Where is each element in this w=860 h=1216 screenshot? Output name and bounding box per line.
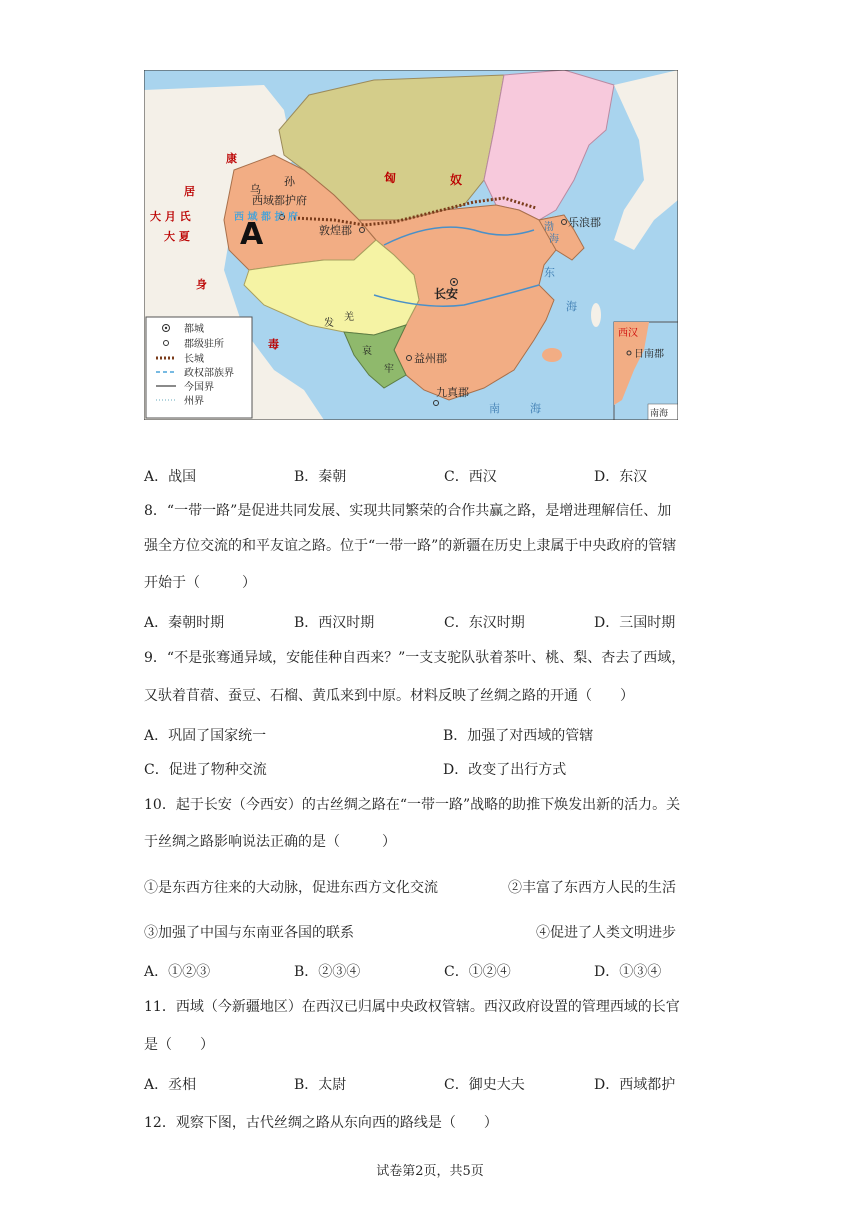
q11-stem-line: 11．西域（今新疆地区）在西汉已归属中央政权管辖。西汉政府设置的管理西域的长官: [144, 999, 680, 1015]
nu-label: 奴: [450, 173, 463, 187]
q8-option-b[interactable]: B．西汉时期: [294, 615, 375, 631]
region-label-a: A: [240, 217, 264, 252]
q10-stem-line: 10．起于长安（今西安）的古丝绸之路在“一带一路”战略的助推下焕发出新的活力。关: [144, 797, 681, 813]
q10-option-a[interactable]: A．①②③: [144, 964, 211, 980]
shen-label: 身: [196, 278, 207, 291]
q10-option-c[interactable]: C．①②④: [444, 964, 511, 980]
dayuezhi-label: 大 月 氏: [150, 210, 191, 223]
q9-stem-line: 又驮着苜蓿、蚕豆、石榴、黄瓜来到中原。材料反映了丝绸之路的开通（ ）: [144, 688, 634, 704]
lao-label: 牢: [384, 364, 394, 375]
legend-label: 州界: [184, 396, 204, 407]
legend-label: 今国界: [184, 382, 214, 393]
legend-label: 郡级驻所: [184, 339, 224, 350]
q10-option-d[interactable]: D．①③④: [594, 964, 662, 980]
qiang-label: 羌: [344, 312, 354, 323]
hai2-label: 海: [566, 300, 577, 313]
q10-item: ②丰富了东西方人民的生活: [508, 880, 676, 896]
q8-stem-line: 强全方位交流的和平友谊之路。位于“一带一路”的新疆在历史上隶属于中央政府的管辖: [144, 538, 677, 554]
inset-title: 西汉: [618, 328, 638, 339]
q10-option-b[interactable]: B．②③④: [294, 964, 361, 980]
yizhou-label: 益州郡: [414, 352, 447, 365]
q7-option-c[interactable]: C．西汉: [444, 469, 497, 485]
ai-label: 哀: [362, 346, 372, 357]
taiwan-island: [591, 303, 601, 327]
changan-label: 长安: [434, 287, 459, 301]
legend-label: 都城: [184, 324, 204, 335]
lelang-label: 乐浪郡: [568, 216, 601, 229]
q11-option-d[interactable]: D．西域都护: [594, 1077, 676, 1093]
xiyu-duhufu-label: 西域都护府: [252, 194, 307, 207]
q8-option-c[interactable]: C．东汉时期: [444, 615, 525, 631]
q8-stem-line: 8．“一带一路”是促进共同发展、实现共同繁荣的合作共赢之路，是增进理解信任、加: [144, 503, 672, 519]
q11-option-a[interactable]: A．丞相: [144, 1077, 197, 1093]
ju-label: 居: [184, 185, 195, 198]
xiyu-region-label: 西 域 都 护 府: [234, 212, 298, 223]
inset-sea-label: 南海: [650, 409, 669, 419]
jiuzhen-label: 九真郡: [436, 386, 469, 399]
hai3-label: 海: [530, 402, 541, 415]
q9-option-a[interactable]: A．巩固了国家统一: [144, 728, 267, 744]
q9-stem-line: 9．“不是张骞通异域，安能佳种自西来？”一支支驼队驮着茶叶、桃、梨、杏去了西域，: [144, 650, 686, 666]
q7-option-d[interactable]: D．东汉: [594, 469, 648, 485]
q10-item: ①是东西方往来的大动脉，促进东西方文化交流: [144, 880, 438, 896]
q9-option-c[interactable]: C．促进了物种交流: [144, 762, 267, 778]
legend-label: 长城: [184, 354, 204, 365]
fa-label: 发: [324, 318, 334, 329]
q10-item: ③加强了中国与东南亚各国的联系: [144, 925, 354, 941]
xiong-label: 匈: [384, 171, 397, 185]
daxia-label: 大 夏: [164, 230, 190, 243]
q10-item: ④促进了人类文明进步: [536, 925, 676, 941]
wu-label: 乌: [250, 183, 261, 196]
page-footer: 试卷第2页，共5页: [376, 1164, 484, 1179]
q8-stem-line: 开始于（ ）: [144, 575, 256, 591]
nan-label: 南: [489, 402, 500, 415]
q11-stem-line: 是（ ）: [144, 1037, 214, 1053]
q7-option-b[interactable]: B．秦朝: [294, 469, 347, 485]
western-han-map: [144, 70, 678, 420]
q8-option-d[interactable]: D．三国时期: [594, 615, 676, 631]
bo-label: 渤: [544, 222, 554, 233]
q7-option-a[interactable]: A．战国: [144, 469, 197, 485]
kangju-label: 康: [226, 152, 237, 165]
q11-option-c[interactable]: C．御史大夫: [444, 1077, 525, 1093]
dunhuang-label: 敦煌郡: [319, 224, 352, 237]
q12-stem-line: 12．观察下图，古代丝绸之路从东向西的路线是（ ）: [144, 1115, 498, 1131]
sun-label: 孙: [284, 175, 295, 188]
q8-option-a[interactable]: A．秦朝时期: [144, 615, 225, 631]
hai1-label: 海: [549, 234, 559, 245]
q11-option-b[interactable]: B．太尉: [294, 1077, 347, 1093]
dong-label: 东: [544, 266, 555, 279]
q10-stem-line: 于丝绸之路影响说法正确的是（ ）: [144, 834, 396, 850]
q9-option-d[interactable]: D．改变了出行方式: [443, 762, 567, 778]
q9-option-b[interactable]: B．加强了对西域的管辖: [443, 728, 594, 744]
du-label: 毒: [268, 338, 279, 351]
hainan-island: [542, 348, 562, 362]
inset-rinan-label: 日南郡: [634, 349, 664, 360]
legend-label: 政权部族界: [184, 368, 234, 379]
